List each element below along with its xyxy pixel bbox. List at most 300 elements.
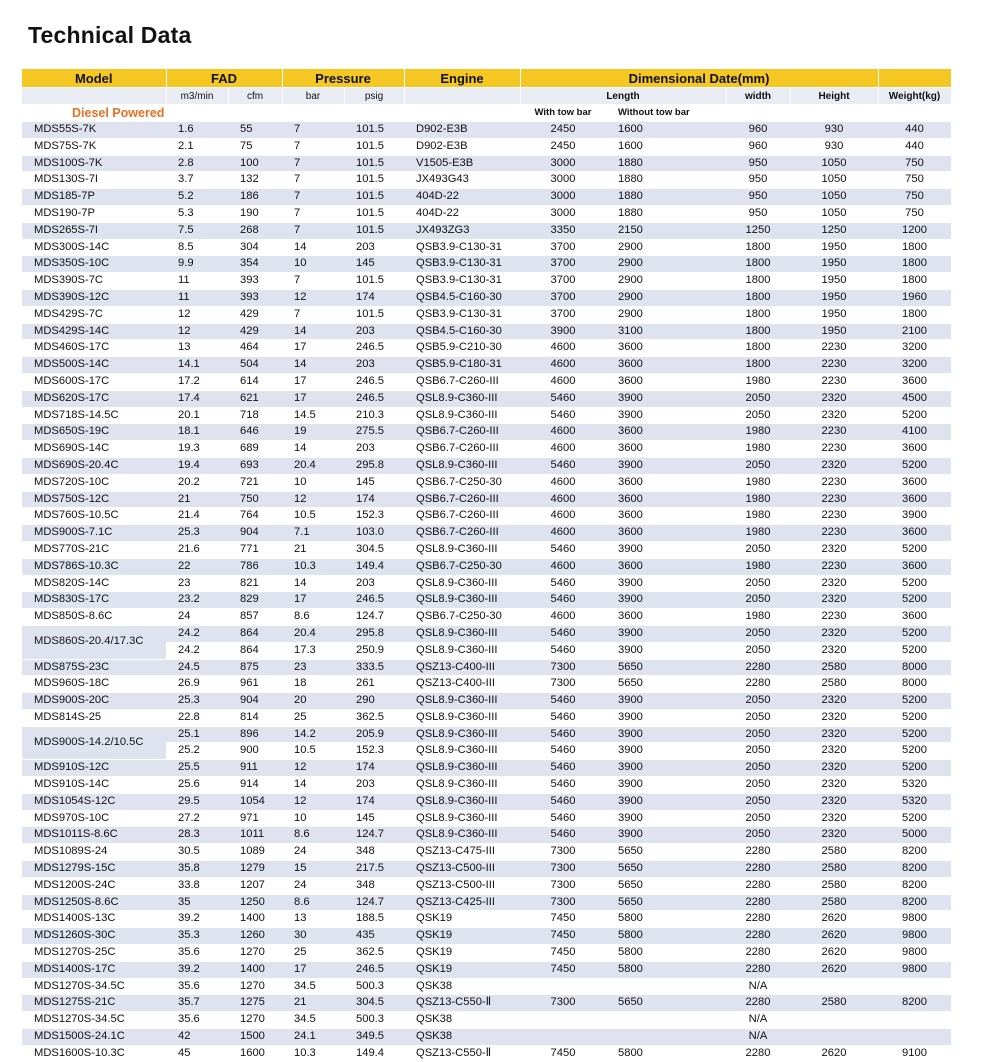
cell-engine: QSZ13-C550-Ⅱ bbox=[404, 1045, 520, 1061]
cell-pressure-psig: 246.5 bbox=[344, 961, 404, 978]
cell-length-without-tow: 5650 bbox=[606, 676, 726, 693]
cell-pressure-psig: 149.4 bbox=[344, 558, 404, 575]
cell-fad-m3min: 35.3 bbox=[166, 928, 228, 945]
cell-fad-m3min: 35.6 bbox=[166, 978, 228, 995]
cell-fad-cfm: 814 bbox=[228, 709, 282, 726]
cell-fad-m3min: 35.6 bbox=[166, 945, 228, 962]
cell-model: MDS850S-8.6C bbox=[22, 609, 166, 626]
cell-model: MDS814S-25 bbox=[22, 709, 166, 726]
section-diesel-powered: Diesel Powered bbox=[22, 104, 282, 122]
cell-pressure-psig: 250.9 bbox=[344, 642, 404, 659]
cell-model: MDS770S-21C bbox=[22, 541, 166, 558]
cell-length-with-tow: 4600 bbox=[520, 441, 606, 458]
cell-height: 2580 bbox=[790, 676, 878, 693]
cell-length-without-tow: 3900 bbox=[606, 760, 726, 777]
cell-pressure-psig: 246.5 bbox=[344, 390, 404, 407]
cell-width: 2050 bbox=[726, 760, 790, 777]
cell-weight: 8000 bbox=[878, 659, 951, 676]
cell-model: MDS910S-12C bbox=[22, 760, 166, 777]
cell-length-without-tow: 2900 bbox=[606, 256, 726, 273]
technical-data-table bbox=[22, 69, 952, 1062]
cell-length-with-tow: 4600 bbox=[520, 491, 606, 508]
cell-length-without-tow: 3900 bbox=[606, 777, 726, 794]
cell-width: 2050 bbox=[726, 592, 790, 609]
cell-fad-m3min: 1.6 bbox=[166, 122, 228, 139]
cell-pressure-bar: 14 bbox=[282, 441, 344, 458]
cell-length-without-tow: 3900 bbox=[606, 592, 726, 609]
cell-width: 2280 bbox=[726, 911, 790, 928]
cell-fad-m3min: 25.5 bbox=[166, 760, 228, 777]
table-row bbox=[22, 726, 951, 743]
cell-width: 1800 bbox=[726, 340, 790, 357]
cell-weight: 750 bbox=[878, 189, 951, 206]
cell-weight: 5200 bbox=[878, 743, 951, 760]
cell-height: 930 bbox=[790, 122, 878, 139]
cell-pressure-bar: 10.5 bbox=[282, 743, 344, 760]
cell-length-with-tow: 3700 bbox=[520, 273, 606, 290]
cell-weight: 1800 bbox=[878, 256, 951, 273]
cell-model: MDS750S-12C bbox=[22, 491, 166, 508]
cell-length-with-tow: 7300 bbox=[520, 861, 606, 878]
cell-width: 2280 bbox=[726, 659, 790, 676]
cell-width: 1800 bbox=[726, 256, 790, 273]
cell-length-with-tow: 7300 bbox=[520, 894, 606, 911]
cell-fad-cfm: 614 bbox=[228, 373, 282, 390]
cell-pressure-psig: 101.5 bbox=[344, 189, 404, 206]
table-row bbox=[22, 205, 951, 222]
cell-pressure-bar: 24 bbox=[282, 877, 344, 894]
cell-model: MDS1600S-10.3C bbox=[22, 1045, 166, 1061]
cell-pressure-psig: 124.7 bbox=[344, 609, 404, 626]
cell-engine: QSL8.9-C360-III bbox=[404, 457, 520, 474]
subheader-cfm: cfm bbox=[228, 88, 282, 105]
cell-engine: D902-E3B bbox=[404, 122, 520, 139]
cell-length-with-tow: 5460 bbox=[520, 743, 606, 760]
cell-length-without-tow: 3600 bbox=[606, 357, 726, 374]
cell-length-with-tow: 5460 bbox=[520, 575, 606, 592]
cell-weight: 3900 bbox=[878, 508, 951, 525]
cell-fad-m3min: 25.6 bbox=[166, 777, 228, 794]
cell-pressure-bar: 17 bbox=[282, 340, 344, 357]
cell-height: 2320 bbox=[790, 457, 878, 474]
cell-height: 1950 bbox=[790, 239, 878, 256]
cell-length-with-tow: 3000 bbox=[520, 172, 606, 189]
cell-length-without-tow: 1880 bbox=[606, 172, 726, 189]
cell-weight: 8000 bbox=[878, 676, 951, 693]
cell-pressure-psig: 362.5 bbox=[344, 945, 404, 962]
cell-model: MDS265S-7I bbox=[22, 222, 166, 239]
cell-length-without-tow: 3600 bbox=[606, 491, 726, 508]
cell-engine: QSB6.7-C250-30 bbox=[404, 609, 520, 626]
header-dimensions: Dimensional Date(mm) bbox=[520, 69, 878, 88]
cell-width: 1800 bbox=[726, 306, 790, 323]
cell-fad-m3min: 19.3 bbox=[166, 441, 228, 458]
cell-fad-m3min: 25.3 bbox=[166, 525, 228, 542]
cell-pressure-bar: 14 bbox=[282, 575, 344, 592]
cell-width: 2050 bbox=[726, 457, 790, 474]
cell-model: MDS1250S-8.6C bbox=[22, 894, 166, 911]
cell-length-with-tow: 5460 bbox=[520, 592, 606, 609]
cell-fad-m3min: 24.2 bbox=[166, 642, 228, 659]
cell-pressure-bar: 20.4 bbox=[282, 457, 344, 474]
cell-fad-cfm: 1279 bbox=[228, 861, 282, 878]
cell-fad-m3min: 24.5 bbox=[166, 659, 228, 676]
cell-length-without-tow bbox=[606, 1029, 726, 1046]
cell-pressure-bar: 10.3 bbox=[282, 558, 344, 575]
cell-width: 1800 bbox=[726, 273, 790, 290]
cell-length-without-tow: 2900 bbox=[606, 289, 726, 306]
cell-weight: 5200 bbox=[878, 726, 951, 743]
cell-length-without-tow bbox=[606, 1012, 726, 1029]
cell-fad-cfm: 354 bbox=[228, 256, 282, 273]
cell-pressure-psig: 500.3 bbox=[344, 1012, 404, 1029]
cell-model: MDS1400S-17C bbox=[22, 961, 166, 978]
cell-length-with-tow: 7450 bbox=[520, 911, 606, 928]
cell-height: 1950 bbox=[790, 323, 878, 340]
cell-model: MDS75S-7K bbox=[22, 138, 166, 155]
cell-model: MDS760S-10.5C bbox=[22, 508, 166, 525]
cell-width: 2050 bbox=[726, 390, 790, 407]
table-row bbox=[22, 390, 951, 407]
cell-pressure-psig: 203 bbox=[344, 239, 404, 256]
cell-height: 1250 bbox=[790, 222, 878, 239]
cell-engine: QSB5.9-C180-31 bbox=[404, 357, 520, 374]
cell-fad-cfm: 1270 bbox=[228, 978, 282, 995]
cell-length-with-tow: 4600 bbox=[520, 373, 606, 390]
cell-weight: 1800 bbox=[878, 306, 951, 323]
cell-width: 2280 bbox=[726, 877, 790, 894]
cell-length-with-tow: 5460 bbox=[520, 642, 606, 659]
cell-pressure-bar: 7 bbox=[282, 222, 344, 239]
cell-length-without-tow: 3900 bbox=[606, 743, 726, 760]
cell-length-without-tow: 5650 bbox=[606, 844, 726, 861]
table-row bbox=[22, 575, 951, 592]
cell-engine: QSK19 bbox=[404, 928, 520, 945]
cell-engine: QSB3.9-C130-31 bbox=[404, 273, 520, 290]
cell-engine: QSK19 bbox=[404, 945, 520, 962]
cell-width: 1250 bbox=[726, 222, 790, 239]
cell-engine: JX493G43 bbox=[404, 172, 520, 189]
cell-pressure-bar: 7 bbox=[282, 122, 344, 139]
cell-pressure-bar: 7 bbox=[282, 273, 344, 290]
cell-engine: QSL8.9-C360-III bbox=[404, 726, 520, 743]
cell-width: 1980 bbox=[726, 373, 790, 390]
cell-engine: QSZ13-C500-III bbox=[404, 877, 520, 894]
cell-model: MDS970S-10C bbox=[22, 810, 166, 827]
cell-length-with-tow: 5460 bbox=[520, 793, 606, 810]
table-row bbox=[22, 1012, 951, 1029]
cell-fad-m3min: 29.5 bbox=[166, 793, 228, 810]
cell-engine: QSZ13-C400-III bbox=[404, 676, 520, 693]
cell-weight: 5200 bbox=[878, 541, 951, 558]
cell-fad-cfm: 1250 bbox=[228, 894, 282, 911]
cell-weight: 4100 bbox=[878, 424, 951, 441]
cell-width: 1980 bbox=[726, 525, 790, 542]
cell-model: MDS690S-20.4C bbox=[22, 457, 166, 474]
cell-fad-m3min: 20.2 bbox=[166, 474, 228, 491]
cell-engine: QSZ13-C425-III bbox=[404, 894, 520, 911]
cell-fad-m3min: 39.2 bbox=[166, 911, 228, 928]
cell-engine: QSL8.9-C360-III bbox=[404, 390, 520, 407]
cell-pressure-bar: 7 bbox=[282, 172, 344, 189]
cell-model: MDS620S-17C bbox=[22, 390, 166, 407]
cell-length-without-tow: 2900 bbox=[606, 273, 726, 290]
cell-height: 2320 bbox=[790, 777, 878, 794]
table-row bbox=[22, 155, 951, 172]
cell-fad-m3min: 12 bbox=[166, 323, 228, 340]
header-model: Model bbox=[22, 69, 166, 88]
cell-model: MDS820S-14C bbox=[22, 575, 166, 592]
cell-weight: 750 bbox=[878, 155, 951, 172]
cell-pressure-psig: 203 bbox=[344, 441, 404, 458]
cell-model: MDS1400S-13C bbox=[22, 911, 166, 928]
table-row bbox=[22, 189, 951, 206]
cell-fad-cfm: 786 bbox=[228, 558, 282, 575]
cell-height: 2620 bbox=[790, 1045, 878, 1061]
subheader-height: Height bbox=[790, 88, 878, 105]
cell-pressure-bar: 10 bbox=[282, 474, 344, 491]
cell-pressure-psig: 103.0 bbox=[344, 525, 404, 542]
cell-pressure-bar: 10 bbox=[282, 256, 344, 273]
cell-length-with-tow: 7450 bbox=[520, 961, 606, 978]
cell-pressure-psig: 101.5 bbox=[344, 222, 404, 239]
cell-pressure-bar: 14 bbox=[282, 239, 344, 256]
cell-model: MDS860S-20.4/17.3C bbox=[22, 625, 166, 659]
cell-fad-cfm: 911 bbox=[228, 760, 282, 777]
cell-height: 2320 bbox=[790, 726, 878, 743]
table-row bbox=[22, 609, 951, 626]
cell-model: MDS1200S-24C bbox=[22, 877, 166, 894]
table-row bbox=[22, 978, 951, 995]
cell-weight: 3200 bbox=[878, 340, 951, 357]
cell-length-with-tow: 5460 bbox=[520, 693, 606, 710]
cell-weight: 1800 bbox=[878, 239, 951, 256]
cell-model: MDS429S-14C bbox=[22, 323, 166, 340]
cell-height: 1950 bbox=[790, 273, 878, 290]
cell-fad-cfm: 190 bbox=[228, 205, 282, 222]
cell-fad-m3min: 35.8 bbox=[166, 861, 228, 878]
cell-length-without-tow: 3600 bbox=[606, 441, 726, 458]
cell-fad-cfm: 961 bbox=[228, 676, 282, 693]
cell-width: N/A bbox=[726, 1012, 790, 1029]
cell-model: MDS720S-10C bbox=[22, 474, 166, 491]
cell-fad-cfm: 268 bbox=[228, 222, 282, 239]
cell-pressure-psig: 101.5 bbox=[344, 205, 404, 222]
cell-height: 2230 bbox=[790, 525, 878, 542]
cell-width: 950 bbox=[726, 155, 790, 172]
table-row bbox=[22, 659, 951, 676]
cell-fad-m3min: 2.1 bbox=[166, 138, 228, 155]
cell-engine: QSK38 bbox=[404, 978, 520, 995]
table-row bbox=[22, 911, 951, 928]
table-row bbox=[22, 827, 951, 844]
cell-pressure-psig: 101.5 bbox=[344, 122, 404, 139]
cell-model: MDS910S-14C bbox=[22, 777, 166, 794]
cell-fad-cfm: 1400 bbox=[228, 961, 282, 978]
cell-length-with-tow: 4600 bbox=[520, 357, 606, 374]
cell-model: MDS350S-10C bbox=[22, 256, 166, 273]
cell-fad-cfm: 1011 bbox=[228, 827, 282, 844]
cell-width: 2050 bbox=[726, 407, 790, 424]
cell-pressure-bar: 34.5 bbox=[282, 1012, 344, 1029]
cell-height: 2320 bbox=[790, 390, 878, 407]
cell-pressure-psig: 149.4 bbox=[344, 1045, 404, 1061]
cell-fad-cfm: 900 bbox=[228, 743, 282, 760]
cell-length-without-tow: 3900 bbox=[606, 575, 726, 592]
cell-height: 2580 bbox=[790, 995, 878, 1012]
cell-fad-cfm: 864 bbox=[228, 642, 282, 659]
table-row bbox=[22, 810, 951, 827]
cell-pressure-bar: 8.6 bbox=[282, 609, 344, 626]
cell-model: MDS650S-19C bbox=[22, 424, 166, 441]
cell-fad-cfm: 764 bbox=[228, 508, 282, 525]
cell-length-with-tow: 5460 bbox=[520, 625, 606, 642]
cell-engine: QSL8.9-C360-III bbox=[404, 793, 520, 810]
cell-height: 2620 bbox=[790, 911, 878, 928]
table-row bbox=[22, 407, 951, 424]
cell-height: 2580 bbox=[790, 861, 878, 878]
cell-length-with-tow bbox=[520, 1012, 606, 1029]
cell-length-with-tow: 7300 bbox=[520, 995, 606, 1012]
cell-pressure-bar: 17 bbox=[282, 390, 344, 407]
cell-pressure-bar: 23 bbox=[282, 659, 344, 676]
cell-model: MDS600S-17C bbox=[22, 373, 166, 390]
cell-engine: QSZ13-C550-Ⅱ bbox=[404, 995, 520, 1012]
cell-fad-m3min: 21.4 bbox=[166, 508, 228, 525]
cell-weight: 3600 bbox=[878, 441, 951, 458]
cell-weight: 5320 bbox=[878, 777, 951, 794]
cell-length-with-tow: 5460 bbox=[520, 457, 606, 474]
cell-width: 950 bbox=[726, 189, 790, 206]
page-title: Technical Data bbox=[28, 22, 192, 48]
cell-length-without-tow: 5800 bbox=[606, 961, 726, 978]
cell-model: MDS900S-14.2/10.5C bbox=[22, 726, 166, 760]
cell-weight: 3600 bbox=[878, 525, 951, 542]
cell-height: 1050 bbox=[790, 205, 878, 222]
cell-model: MDS875S-23C bbox=[22, 659, 166, 676]
cell-width: 1980 bbox=[726, 491, 790, 508]
cell-length-without-tow: 3600 bbox=[606, 373, 726, 390]
cell-fad-cfm: 1089 bbox=[228, 844, 282, 861]
cell-width: 2050 bbox=[726, 827, 790, 844]
cell-fad-cfm: 829 bbox=[228, 592, 282, 609]
cell-pressure-psig: 348 bbox=[344, 844, 404, 861]
cell-width: 2280 bbox=[726, 1045, 790, 1061]
cell-engine: QSL8.9-C360-III bbox=[404, 642, 520, 659]
cell-model: MDS55S-7K bbox=[22, 122, 166, 139]
cell-length-with-tow bbox=[520, 1029, 606, 1046]
subheader-model-blank bbox=[22, 88, 166, 105]
cell-pressure-bar: 10 bbox=[282, 810, 344, 827]
cell-engine: QSL8.9-C360-III bbox=[404, 827, 520, 844]
cell-width: 1980 bbox=[726, 424, 790, 441]
cell-engine: QSB6.7-C260-III bbox=[404, 525, 520, 542]
cell-height: 2320 bbox=[790, 693, 878, 710]
cell-length-with-tow: 4600 bbox=[520, 508, 606, 525]
cell-model: MDS1011S-8.6C bbox=[22, 827, 166, 844]
cell-pressure-psig: 500.3 bbox=[344, 978, 404, 995]
cell-height: 2320 bbox=[790, 793, 878, 810]
cell-engine: QSL8.9-C360-III bbox=[404, 592, 520, 609]
cell-weight: 8200 bbox=[878, 877, 951, 894]
cell-pressure-psig: 203 bbox=[344, 777, 404, 794]
cell-pressure-bar: 8.6 bbox=[282, 827, 344, 844]
cell-fad-m3min: 20.1 bbox=[166, 407, 228, 424]
cell-length-without-tow: 2900 bbox=[606, 306, 726, 323]
cell-length-without-tow: 3900 bbox=[606, 709, 726, 726]
cell-pressure-bar: 7 bbox=[282, 306, 344, 323]
cell-length-without-tow: 5650 bbox=[606, 995, 726, 1012]
cell-pressure-psig: 304.5 bbox=[344, 995, 404, 1012]
cell-fad-m3min: 45 bbox=[166, 1045, 228, 1061]
cell-weight: 1960 bbox=[878, 289, 951, 306]
cell-fad-m3min: 11 bbox=[166, 273, 228, 290]
cell-weight bbox=[878, 1029, 951, 1046]
subheader-m3min: m3/min bbox=[166, 88, 228, 105]
cell-height: 2230 bbox=[790, 508, 878, 525]
cell-fad-m3min: 9.9 bbox=[166, 256, 228, 273]
cell-engine: QSK19 bbox=[404, 961, 520, 978]
cell-model: MDS1270S-25C bbox=[22, 945, 166, 962]
table-row bbox=[22, 474, 951, 491]
cell-height: 2320 bbox=[790, 810, 878, 827]
cell-fad-m3min: 8.5 bbox=[166, 239, 228, 256]
table-row bbox=[22, 995, 951, 1012]
table-row bbox=[22, 457, 951, 474]
cell-fad-cfm: 1500 bbox=[228, 1029, 282, 1046]
cell-fad-m3min: 14.1 bbox=[166, 357, 228, 374]
cell-model: MDS1270S-34.5C bbox=[22, 1012, 166, 1029]
table-row bbox=[22, 928, 951, 945]
cell-height: 2580 bbox=[790, 894, 878, 911]
cell-engine: QSZ13-C400-III bbox=[404, 659, 520, 676]
cell-engine: QSB4.5-C160-30 bbox=[404, 289, 520, 306]
cell-fad-cfm: 429 bbox=[228, 306, 282, 323]
cell-pressure-psig: 435 bbox=[344, 928, 404, 945]
cell-weight: 8200 bbox=[878, 844, 951, 861]
cell-length-with-tow: 5460 bbox=[520, 827, 606, 844]
cell-length-without-tow: 2900 bbox=[606, 239, 726, 256]
cell-engine: QSB3.9-C130-31 bbox=[404, 306, 520, 323]
cell-pressure-psig: 261 bbox=[344, 676, 404, 693]
cell-pressure-bar: 20 bbox=[282, 693, 344, 710]
cell-weight: 9100 bbox=[878, 1045, 951, 1061]
cell-pressure-bar: 7 bbox=[282, 205, 344, 222]
table-row bbox=[22, 709, 951, 726]
cell-pressure-psig: 217.5 bbox=[344, 861, 404, 878]
cell-width: 2050 bbox=[726, 810, 790, 827]
cell-pressure-bar: 21 bbox=[282, 541, 344, 558]
cell-weight: 8200 bbox=[878, 995, 951, 1012]
cell-length-without-tow: 3600 bbox=[606, 558, 726, 575]
cell-length-without-tow: 3900 bbox=[606, 827, 726, 844]
table-row bbox=[22, 844, 951, 861]
cell-pressure-bar: 14.2 bbox=[282, 726, 344, 743]
cell-width: 1800 bbox=[726, 323, 790, 340]
subheader-width: width bbox=[726, 88, 790, 105]
cell-pressure-bar: 18 bbox=[282, 676, 344, 693]
cell-pressure-bar: 12 bbox=[282, 793, 344, 810]
cell-weight: 440 bbox=[878, 122, 951, 139]
cell-engine: QSL8.9-C360-III bbox=[404, 407, 520, 424]
cell-length-without-tow: 3600 bbox=[606, 508, 726, 525]
cell-engine: 404D-22 bbox=[404, 189, 520, 206]
cell-fad-cfm: 875 bbox=[228, 659, 282, 676]
subheader-psig: psig bbox=[344, 88, 404, 105]
table-row bbox=[22, 306, 951, 323]
header-pressure: Pressure bbox=[282, 69, 404, 88]
cell-height: 1950 bbox=[790, 306, 878, 323]
